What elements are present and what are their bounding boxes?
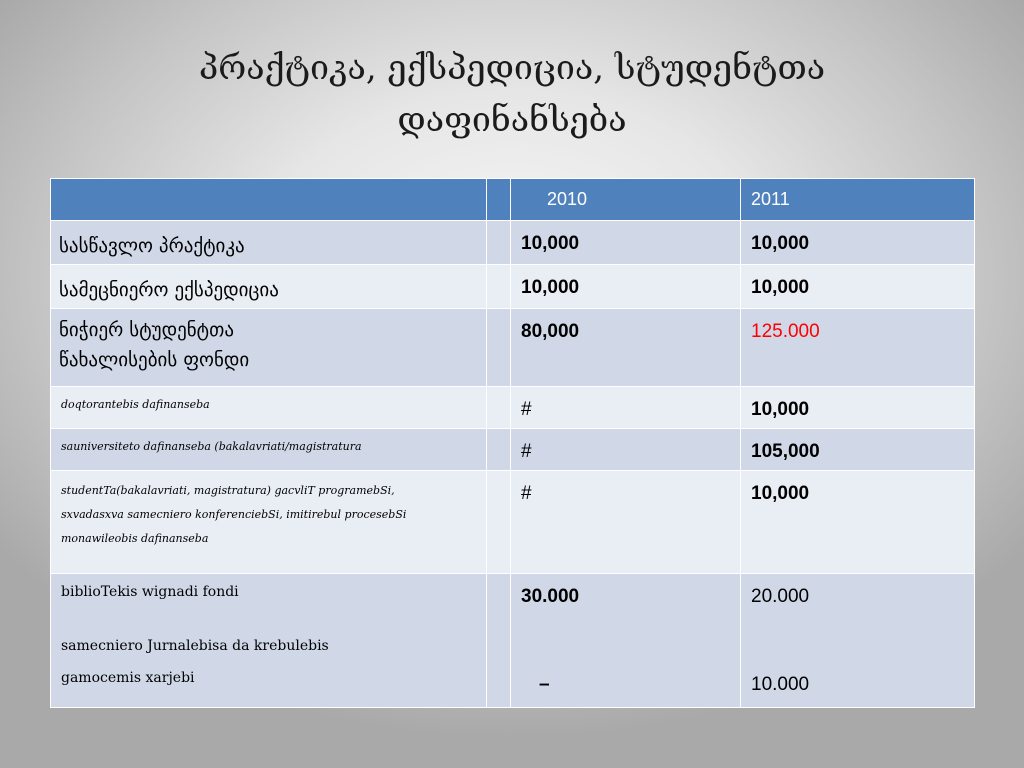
value-2010-stack <box>511 574 740 698</box>
row-label-line-3: gamocemis xarjebi <box>61 670 195 686</box>
row-label-cell <box>51 471 487 574</box>
row-label-line-1: studentTa(bakalavriati, magistratura) gacvliT programebSi, <box>61 484 395 497</box>
value-2011: 10,000 <box>751 483 810 504</box>
table-row <box>51 309 975 387</box>
value-2011-cell <box>741 574 975 708</box>
value-2010-bottom: – <box>539 674 550 695</box>
value-2010: # <box>521 399 532 420</box>
spacer-cell <box>487 221 511 265</box>
value-2010: 10,000 <box>521 277 580 298</box>
value-2010-cell <box>511 309 741 387</box>
row-label-line-3: monawileobis dafinanseba <box>61 532 209 545</box>
row-label-cell <box>51 574 487 708</box>
spacer-cell <box>487 471 511 574</box>
table-row <box>51 387 975 429</box>
value-2010-cell <box>511 221 741 265</box>
header-2010: 2010 <box>511 179 741 221</box>
value-2010-cell <box>511 471 741 574</box>
spacer-cell <box>487 429 511 471</box>
title-line-1: პრაქტიკა, ექსპედიცია, სტუდენტთა <box>198 48 826 88</box>
row-label-cell <box>51 265 487 309</box>
value-2011-stack <box>741 574 974 698</box>
value-2010: # <box>521 441 532 462</box>
value-2010-cell <box>511 429 741 471</box>
value-2011-cell <box>741 309 975 387</box>
value-2010-cell <box>511 265 741 309</box>
row-label <box>51 574 486 694</box>
value-2010: 10,000 <box>521 233 580 254</box>
header-2011: 2011 <box>741 179 975 221</box>
value-2011-cell <box>741 265 975 309</box>
value-2011-highlighted: 125.000 <box>751 321 820 342</box>
table-row <box>51 574 975 708</box>
title-line-2: დაფინანსება <box>397 100 627 140</box>
value-2011: 10,000 <box>751 277 810 298</box>
row-label-line-2: წახალისების ფონდი <box>59 349 250 371</box>
spacer-cell <box>487 574 511 708</box>
header-label-cell <box>51 179 487 221</box>
value-2010-top: 30.000 <box>521 586 580 607</box>
row-label: სამეცნიერო ექსპედიცია <box>59 279 279 301</box>
row-label <box>51 309 486 375</box>
row-label: doqtorantebis dafinanseba <box>61 398 210 411</box>
table-row <box>51 265 975 309</box>
row-label-line-1: biblioTekis wignadi fondi <box>61 584 239 600</box>
value-2011-top: 20.000 <box>751 586 810 607</box>
row-label-cell <box>51 221 487 265</box>
spacer-cell <box>487 387 511 429</box>
row-label <box>51 471 486 551</box>
row-label: სასწავლო პრაქტიკა <box>59 235 245 257</box>
value-2011-bottom: 10.000 <box>751 674 810 695</box>
spacer-cell <box>487 309 511 387</box>
table-row <box>51 221 975 265</box>
row-label-line-1: ნიჭიერ სტუდენტთა <box>59 319 234 341</box>
value-2011-cell <box>741 471 975 574</box>
table-row <box>51 471 975 574</box>
value-2011: 105,000 <box>751 441 820 462</box>
slide-title <box>0 42 1024 146</box>
value-2011-cell <box>741 221 975 265</box>
value-2011-cell <box>741 387 975 429</box>
row-label: sauniversiteto dafinanseba (bakalavriati/magistratura <box>61 440 362 453</box>
value-2011: 10,000 <box>751 399 810 420</box>
row-label-line-2: sxvadasxva samecniero konferenciebSi, imitirebul procesebSi <box>61 508 407 521</box>
value-2011: 10,000 <box>751 233 810 254</box>
value-2010: 80,000 <box>521 321 580 342</box>
row-label-cell <box>51 309 487 387</box>
row-label-cell <box>51 429 487 471</box>
row-label-line-2: samecniero Jurnalebisa da krebulebis <box>61 638 329 654</box>
header-spacer-cell <box>487 179 511 221</box>
value-2010: # <box>521 483 532 504</box>
table-header-row <box>51 179 975 221</box>
value-2010-cell <box>511 574 741 708</box>
spacer-cell <box>487 265 511 309</box>
table-row <box>51 429 975 471</box>
value-2011-cell <box>741 429 975 471</box>
value-2010-cell <box>511 387 741 429</box>
row-label-cell <box>51 387 487 429</box>
funding-table <box>50 178 975 708</box>
